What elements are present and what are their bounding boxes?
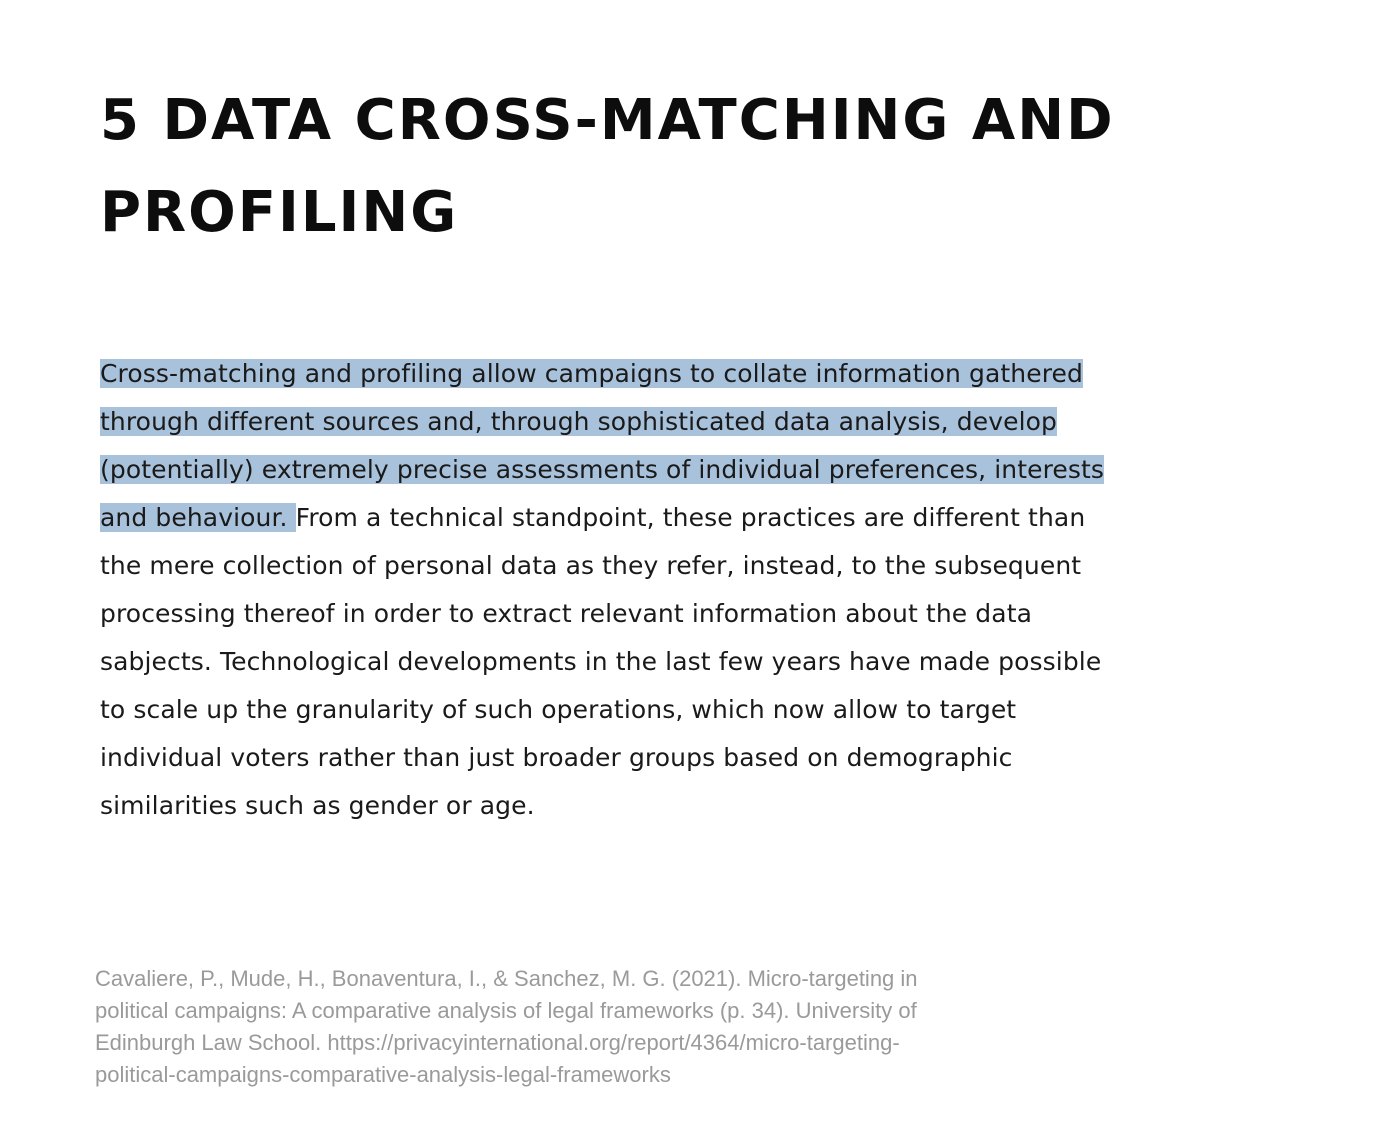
paragraph-line-9[interactable] [100,734,1280,782]
heading-line-2: PROFILING [100,180,459,245]
line-text[interactable]: From a technical standpoint, these practices are different than [295,503,1086,532]
paragraph-line-3[interactable] [100,446,1280,494]
line-text[interactable]: the mere collection of personal data as they refer, instead, to the subsequent [100,551,1082,580]
paragraph-line-4[interactable] [100,494,1280,542]
citation-line-4[interactable]: political-campaigns-comparative-analysis-legal-frameworks [95,1062,671,1087]
paragraph-line-7[interactable] [100,638,1280,686]
section-heading [100,75,1280,259]
paragraph-line-6[interactable] [100,590,1280,638]
paragraph-line-2[interactable] [100,398,1280,446]
line-text[interactable]: similarities such as gender or age. [100,791,535,820]
selected-text[interactable]: through different sources and, through sophisticated data analysis, develop [100,407,1057,436]
line-text[interactable]: to scale up the granularity of such operations, which now allow to target [100,695,1017,724]
citation-line-2[interactable]: political campaigns: A comparative analysis of legal frameworks (p. 34). University of [95,998,917,1023]
line-text[interactable]: processing thereof in order to extract relevant information about the data [100,599,1033,628]
paragraph-line-5[interactable] [100,542,1280,590]
selected-text[interactable]: (potentially) extremely precise assessments of individual preferences, interests [100,455,1105,484]
line-text[interactable]: sabjects. Technological developments in the last few years have made possible [100,647,1102,676]
citation[interactable] [95,963,1055,1091]
citation-line-1[interactable]: Cavaliere, P., Mude, H., Bonaventura, I., & Sanchez, M. G. (2021). Micro-targeting in [95,966,918,991]
paragraph-line-1[interactable] [100,350,1280,398]
citation-line-3[interactable]: Edinburgh Law School. https://privacyinternational.org/report/4364/micro-targeting- [95,1030,900,1055]
body-paragraph[interactable] [100,350,1280,830]
paragraph-line-8[interactable] [100,686,1280,734]
selected-text[interactable]: Cross-matching and profiling allow campaigns to collate information gathered [100,359,1083,388]
selected-text[interactable]: and behaviour. [100,503,296,532]
paragraph-line-10[interactable] [100,782,1280,830]
heading-line-1: 5 DATA CROSS-MATCHING AND [100,88,1115,153]
line-text[interactable]: individual voters rather than just broader groups based on demographic [100,743,1013,772]
